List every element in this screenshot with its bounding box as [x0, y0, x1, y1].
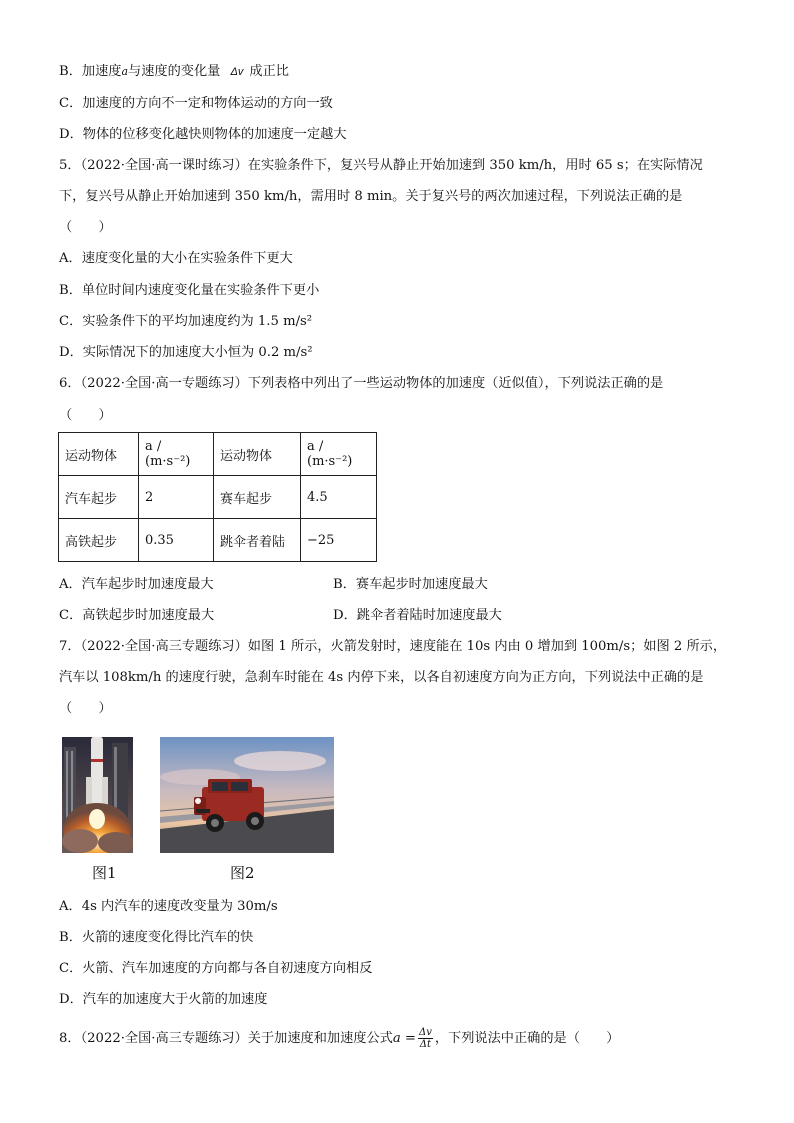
- q6-option-a: A．汽车起步时加速度最大: [59, 577, 214, 592]
- symbol-a: a: [121, 65, 129, 78]
- suv-road-image: [160, 737, 334, 853]
- q5-option-d: D．实际情况下的加速度大小恒为 0.2 m/s²: [59, 345, 313, 360]
- q5-answer-paren: （ ）: [59, 220, 112, 235]
- suv-car-icon: [160, 737, 334, 853]
- table-cell: 跳伞者着陆: [214, 519, 301, 562]
- q7-option-a: A．4s 内汽车的速度改变量为 30m/s: [59, 899, 278, 914]
- formula-denominator: Δt: [419, 1039, 432, 1050]
- q4-option-b: B．加速度a与速度的变化量 Δv 成正比: [59, 64, 289, 79]
- symbol-delta-v: Δv: [230, 66, 244, 78]
- q6-option-b: B．赛车起步时加速度最大: [333, 577, 488, 592]
- q7-answer-paren: （ ）: [59, 701, 112, 716]
- q6-stem-line1: 6．（2022·全国·高一专题练习）下列表格中列出了一些运动物体的加速度（近似值），下列说法正确的是: [59, 376, 664, 391]
- q6-option-c: C．高铁起步时加速度最大: [59, 608, 215, 623]
- q5-stem-line2: 下，复兴号从静止开始加速到 350 km/h，需用时 8 min。关于复兴号的两次加速过程，下列说法正确的是: [59, 189, 683, 204]
- q7-option-b: B．火箭的速度变化得比汽车的快: [59, 930, 254, 945]
- table-cell: 2: [139, 476, 214, 519]
- table-header-cell: a / (m·s⁻²): [301, 433, 377, 476]
- table-header-cell: a / (m·s⁻²): [139, 433, 214, 476]
- rocket-launch-icon: [62, 737, 133, 853]
- q5-option-b: B．单位时间内速度变化量在实验条件下更小: [59, 283, 320, 298]
- q8-stem: 8．（2022·全国·高三专题练习）关于加速度和加速度公式a = $\frac{\Delta v}{\Delta t}$ ，下列说法中正确的是（ ）: [59, 1027, 620, 1050]
- rocket-launch-image: [62, 737, 133, 853]
- q5-option-a: A．速度变化量的大小在实验条件下更大: [59, 251, 293, 266]
- table-cell: 高铁起步: [59, 519, 139, 562]
- table-header-row: [59, 433, 377, 476]
- formula-lhs: a =: [392, 1031, 416, 1046]
- table-cell: −25: [301, 519, 377, 562]
- formula-numerator: Δv: [418, 1027, 432, 1038]
- table-cell: 4.5: [301, 476, 377, 519]
- q6-answer-paren: （ ）: [59, 408, 112, 423]
- table-cell: 0.35: [139, 519, 214, 562]
- table-row: [59, 476, 377, 519]
- table-cell: 汽车起步: [59, 476, 139, 519]
- q7-stem-line1: 7．（2022·全国·高三专题练习）如图 1 所示，火箭发射时，速度能在 10s 内由 0 增加到 100m/s；如图 2 所示，: [59, 639, 727, 654]
- q7-stem-line2: 汽车以 108km/h 的速度行驶，急刹车时能在 4s 内停下来，以各自初速度方向为正方向，下列说法中正确的是: [59, 670, 704, 685]
- q6-option-d: D．跳伞者着陆时加速度最大: [333, 608, 502, 623]
- q5-option-c: C．实验条件下的平均加速度约为 1.5 m/s²: [59, 314, 313, 329]
- formula-fraction: [418, 1027, 433, 1050]
- table-row: [59, 519, 377, 562]
- figure-2-caption: 图2: [230, 864, 255, 882]
- acceleration-table: [58, 432, 377, 562]
- q5-stem-line1: 5．（2022·全国·高一课时练习）在实验条件下，复兴号从静止开始加速到 350 km/h，用时 65 s；在实际情况: [59, 158, 703, 173]
- q4-option-c: C．加速度的方向不一定和物体运动的方向一致: [59, 96, 333, 111]
- table-header-cell: 运动物体: [214, 433, 301, 476]
- q4-option-d: D．物体的位移变化越快则物体的加速度一定越大: [59, 127, 347, 142]
- q7-option-d: D．汽车的加速度大于火箭的加速度: [59, 992, 268, 1007]
- figure-1-caption: 图1: [92, 864, 117, 882]
- table-header-cell: 运动物体: [59, 433, 139, 476]
- table-cell: 赛车起步: [214, 476, 301, 519]
- q7-option-c: C．火箭、汽车加速度的方向都与各自初速度方向相反: [59, 961, 373, 976]
